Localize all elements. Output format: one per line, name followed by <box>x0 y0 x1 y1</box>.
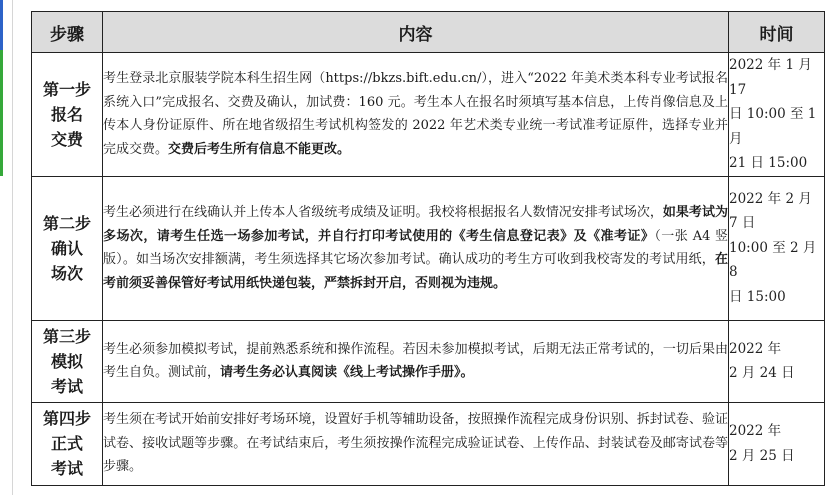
time-line: 日 10:00 至 1 月 <box>729 106 817 147</box>
step-number: 第一步 <box>42 79 91 99</box>
step-title-line: 交费 <box>50 129 83 149</box>
step-title-line: 考试 <box>50 376 83 396</box>
time-line: 2022 年 2 月 7 日 <box>729 190 812 232</box>
edge-green-segment <box>0 50 3 176</box>
time-line: 2 月 25 日 <box>729 447 795 464</box>
time-line: 2 月 24 日 <box>729 365 795 381</box>
step-number: 第二步 <box>42 213 91 233</box>
step-cell <box>32 53 103 177</box>
content-text: 考生须在考试开始前安排好考场环境，设置好手机等辅助设备，按照操作流程完成身份识别、拆封试卷、验证试卷、接收试题等步骤。在考试结束后，考生须按操作流程完成验证试卷、上传作品、封装试卷及邮寄试卷等步骤。 <box>103 412 728 475</box>
table-header-row <box>32 12 825 53</box>
time-cell <box>729 176 825 320</box>
content-text: 考生必须进行在线确认并上传本人省级统考成绩及证明。我校将根据报名人数情况安排考试场次， <box>103 205 663 220</box>
header-time: 时间 <box>729 12 825 53</box>
step-cell <box>32 176 103 320</box>
content-emphasis: 请考生务必认真阅读《线上考试操作手册》。 <box>220 365 474 380</box>
step-title-line: 场次 <box>50 263 83 283</box>
window-edge-strip <box>0 0 3 176</box>
table-row <box>32 53 825 177</box>
step-cell <box>32 320 103 402</box>
content-emphasis: 在考前须妥善保管好考试用纸快递包装，严禁拆封开启，否则视为违规。 <box>103 252 728 291</box>
time-line: 10:00 至 2 月 8 <box>729 239 817 281</box>
step-title-line: 报名 <box>50 104 83 124</box>
step-number: 第三步 <box>42 326 91 346</box>
edge-blue-segment <box>0 0 3 50</box>
content-cell <box>103 320 729 402</box>
step-title-line: 确认 <box>50 238 83 258</box>
content-cell <box>103 176 729 320</box>
step-title-line: 考试 <box>50 459 83 478</box>
time-line: 2022 年 1 月 17 <box>729 57 812 98</box>
content-cell <box>103 53 729 177</box>
header-content: 内容 <box>103 12 729 53</box>
step-title-line: 模拟 <box>50 351 83 371</box>
table-row <box>32 176 825 320</box>
time-line: 2022 年 <box>729 340 782 357</box>
table-row <box>32 402 825 485</box>
step-cell <box>32 402 103 485</box>
time-cell <box>729 402 825 485</box>
table-row <box>32 320 825 402</box>
step-number: 第四步 <box>42 409 91 428</box>
content-cell <box>103 402 729 485</box>
content-text: （一张 A4 竖版）。如当场次安排额满，考生须选择其它场次参加考试。确认成功的考生方可收到我校寄发的考试用纸， <box>103 228 728 267</box>
time-cell <box>729 53 825 177</box>
content-emphasis: 交费后考生所有信息不能更改。 <box>168 141 351 157</box>
time-line: 日 15:00 <box>729 288 786 305</box>
page-margin-rule <box>12 0 13 495</box>
content-text: 考生登录北京服装学院本科生招生网（https://bkzs.bift.edu.cn/），进入“2022 年美术类本科专业考试报名系统入口”完成报名、交费及确认，加试费：160 元。考生本人在报名时须填写基本信息，上传肖像信息及上传本人身份证原件、所在地省级招生考试机构签发的 2022 年艺术类专业统一考试准考证原件，选择专业并完成交费。 <box>103 71 728 157</box>
content-emphasis: 如果考试为多场次，请考生任选一场参加考试，并自行打印考试使用的《考生信息登记表》及《准考证》 <box>103 205 728 244</box>
header-step: 步骤 <box>32 12 103 53</box>
exam-schedule-table <box>31 11 825 486</box>
time-cell <box>729 320 825 402</box>
content-text: 考生必须参加模拟考试，提前熟悉系统和操作流程。若因未参加模拟考试，后期无法正常考试的，一切后果由考生自负。测试前， <box>103 341 728 380</box>
time-line: 2022 年 <box>729 423 782 439</box>
time-line: 21 日 15:00 <box>729 155 808 171</box>
step-title-line: 正式 <box>50 434 83 453</box>
